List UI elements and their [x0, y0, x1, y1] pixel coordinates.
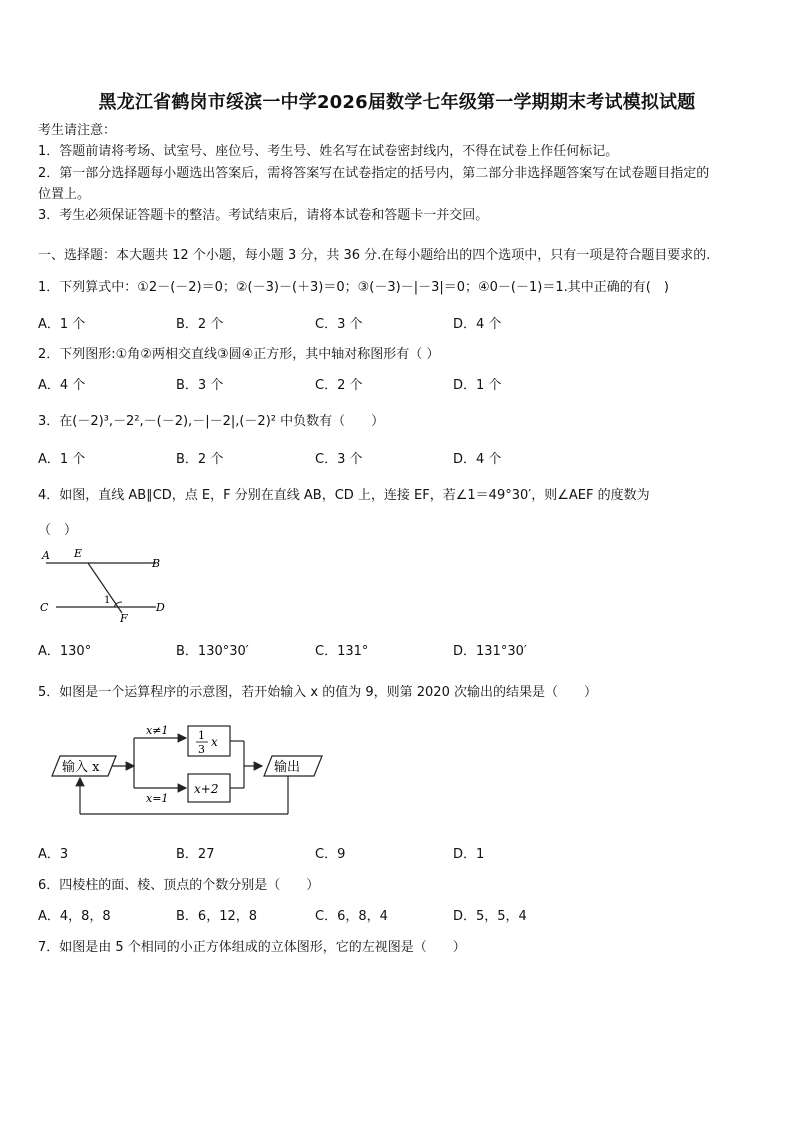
label-f: F	[120, 612, 128, 625]
question-1-stem: 1．下列算式中：①2－(－2)＝0；②(－3)－(＋3)＝0；③(－3)－|－3|＝0；④0－(－1)＝1.其中正确的有( )	[38, 280, 669, 295]
question-3-stem: 3．在(－2)³,－2²,－(－2),－|－2|,(－2)² 中负数有（ ）	[38, 414, 385, 429]
fraction-variable: x	[211, 735, 218, 749]
option-c: C．9	[315, 847, 346, 862]
option-a: A．1 个	[38, 317, 86, 332]
question-1-options	[38, 313, 778, 331]
question-3-options	[38, 448, 778, 466]
option-a: A．1 个	[38, 452, 86, 467]
option-b: B．6，12，8	[176, 909, 258, 924]
option-d: D．4 个	[453, 317, 502, 332]
label-b: B	[152, 557, 161, 570]
notice-item-1: 1．答题前请将考场、试室号、座位号、考生号、姓名写在试卷密封线内，不得在试卷上作任何标记。	[38, 144, 619, 159]
notice-item-2: 2．第一部分选择题每小题选出答案后，需将答案写在试卷指定的括号内，第二部分非选择题答案写在试卷题目指定的	[38, 166, 710, 181]
option-c: C．131°	[315, 644, 369, 659]
option-a: A．4 个	[38, 378, 86, 393]
option-b: B．27	[176, 847, 215, 862]
option-c: C．3 个	[315, 317, 363, 332]
question-6-options	[38, 905, 778, 923]
option-d: D．5，5，4	[453, 909, 527, 924]
option-b: B．130°30′	[176, 644, 249, 659]
question-5-stem: 5．如图是一个运算程序的示意图，若开始输入 x 的值为 9，则第 2020 次输出的结果是（ ）	[38, 685, 597, 700]
option-c: C．3 个	[315, 452, 363, 467]
label-c: C	[40, 601, 49, 614]
option-a: A．3	[38, 847, 69, 862]
condition-top: x≠1	[146, 724, 169, 737]
question-4-stem-cont: （ ）	[38, 523, 78, 538]
question-6-stem: 6．四棱柱的面、棱、顶点的个数分别是（ ）	[38, 878, 320, 893]
notice-item-3: 3．考生必须保证答题卡的整洁。考试结束后，请将本试卷和答题卡一并交回。	[38, 208, 489, 223]
divide-box	[188, 726, 230, 756]
parallel-lines-figure	[38, 545, 168, 625]
option-c: C．6，8，4	[315, 909, 388, 924]
question-7-stem: 7．如图是由 5 个相同的小正方体组成的立体图形，它的左视图是（ ）	[38, 940, 466, 955]
page-title: 黑龙江省鹤岗市绥滨一中学2026届数学七年级第一学期期末考试模拟试题	[98, 92, 696, 113]
fraction-denominator: 3	[198, 743, 205, 756]
option-d: D．131°30′	[453, 644, 527, 659]
question-2-options	[38, 374, 778, 392]
output-label: 输出	[274, 760, 301, 775]
option-b: B．2 个	[176, 452, 224, 467]
question-2-stem: 2．下列图形:①角②两相交直线③圆④正方形，其中轴对称图形有（ ）	[38, 347, 440, 362]
fraction-numerator: 1	[198, 729, 205, 742]
notice-item-2-cont: 位置上。	[38, 187, 91, 202]
program-flowchart	[50, 722, 330, 820]
option-a: A．4，8，8	[38, 909, 111, 924]
section-heading: 一、选择题：本大题共 12 个小题，每小题 3 分，共 36 分.在每小题给出的四个选项中，只有一项是符合题目要求的.	[38, 248, 711, 263]
label-angle-1: 1	[104, 595, 111, 606]
option-d: D．1	[453, 847, 485, 862]
label-d: D	[156, 601, 165, 614]
label-e: E	[74, 547, 83, 560]
condition-bottom: x=1	[146, 792, 169, 805]
label-a: A	[42, 549, 50, 562]
option-b: B．2 个	[176, 317, 224, 332]
add-operation: x+2	[194, 782, 219, 796]
question-4-options	[38, 640, 778, 658]
option-b: B．3 个	[176, 378, 224, 393]
input-label: 输入 x	[62, 760, 100, 775]
option-d: D．4 个	[453, 452, 502, 467]
option-d: D．1 个	[453, 378, 502, 393]
notice-header: 考生请注意：	[38, 123, 117, 138]
option-a: A．130°	[38, 644, 92, 659]
question-5-options	[38, 843, 778, 861]
question-4-stem: 4．如图，直线 AB∥CD，点 E，F 分别在直线 AB，CD 上，连接 EF，若∠1＝49°30′，则∠AEF 的度数为	[38, 488, 650, 503]
option-c: C．2 个	[315, 378, 363, 393]
